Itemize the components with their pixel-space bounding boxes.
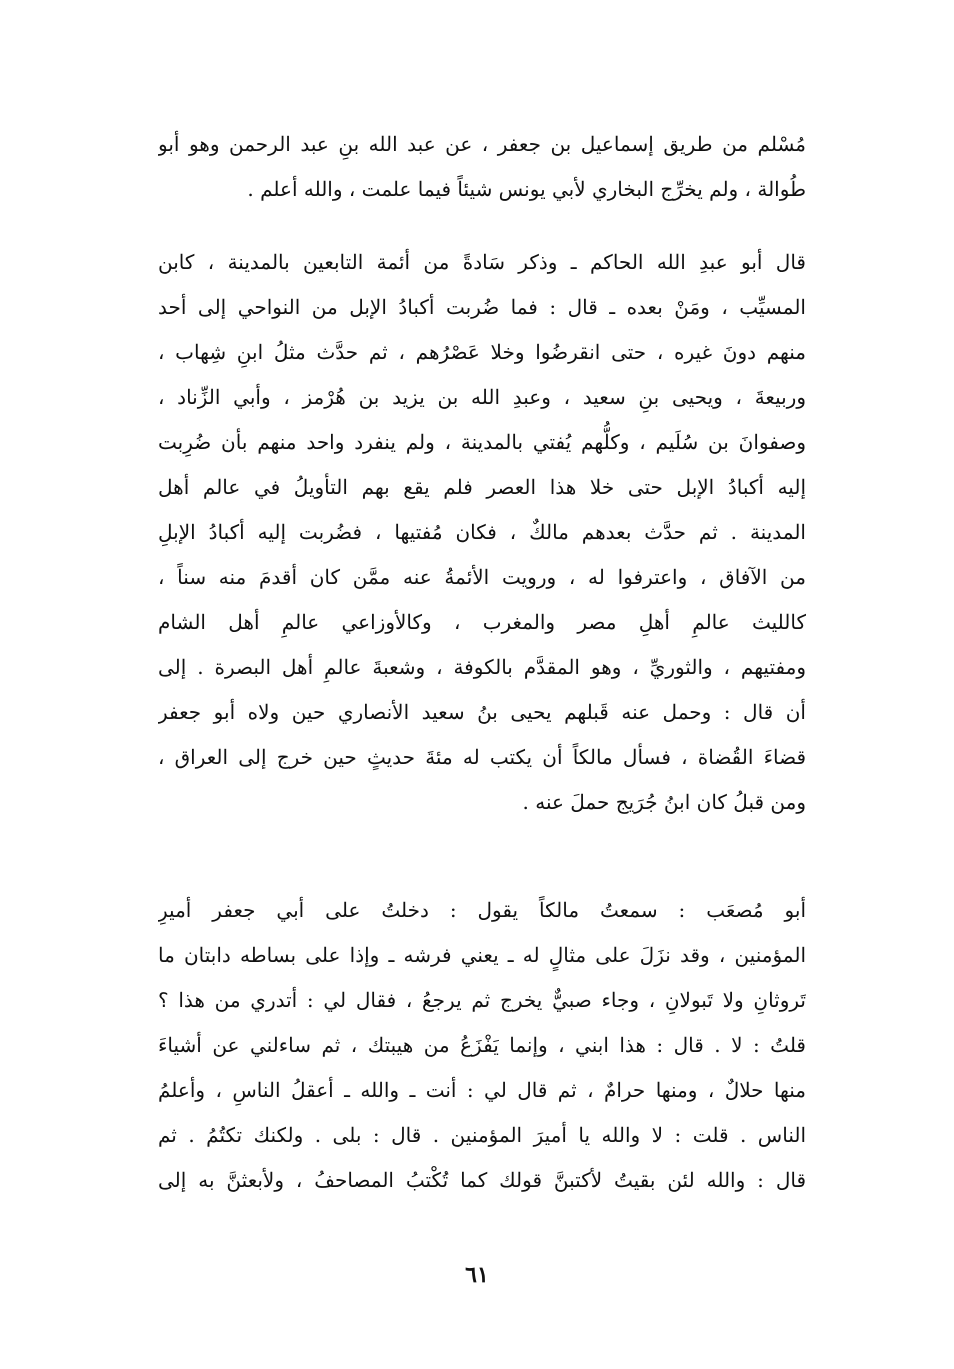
text-line: قضاءَ القُضاة ، فسأل مالكاً أن يكتب له مئةَ حديثٍ حين خرج إلى العراق ،	[158, 745, 806, 769]
paragraph-1	[158, 122, 806, 212]
page-number: ٦١	[465, 1262, 489, 1288]
text-line: قال : والله لئن بقيتُ لأكتبنَّ قولك كما تُكْتبُ المصاحفُ ، ولأبعثنَّ به إلى	[158, 1168, 806, 1192]
text-line: طُوالة ، ولم يخرِّج البخاري لأبي يونس شيئاً فيما علمت ، والله أعلم .	[247, 177, 806, 201]
text-line: إليه أكبادُ الإبل حتى خلا هذا العصر فلم يقع بهم التأويلُ في عالم أهل	[158, 475, 806, 499]
text-line: منها حلالٌ ، ومنها حرامٌ ، ثم قال لي : أنت ـ والله ـ أعقلُ الناسِ ، وأعلمُ	[158, 1078, 806, 1102]
text-line: الناس . قلت : لا والله يا أميرَ المؤمنين . قال : بلى . ولكنك تكتُمُ . ثم	[158, 1123, 806, 1147]
text-line: أبو مُصعَب : سمعتُ مالكاً يقول : دخلتُ على أبي جعفر أميرِ	[158, 898, 806, 922]
text-line: وربيعةَ ، ويحيى بنِ سعيد ، وعبدِ الله بن يزيد بن هُرْمز ، وأبي الزِّناد ،	[158, 385, 806, 409]
text-line: أن قال : وحمل عنه قَبلهم يحيى بنُ سعيد الأنصاري حين ولاه أبو جعفر	[158, 700, 806, 724]
text-line: كالليث عالمِ أهلِ مصر والمغرب ، وكالأوزاعي عالمِ أهل الشام	[158, 610, 806, 634]
text-line: قال أبو عبدِ الله الحاكم ـ وذكر سَادةً من أئمة التابعين بالمدينة ، كابن	[158, 250, 806, 274]
text-line: مُسْلم من طريق إسماعيل بن جعفر ، عن عبد الله بنِ عبد الرحمن وهو أبو	[158, 132, 806, 156]
paragraph-2	[158, 240, 806, 825]
text-line: من الآفاق ، واعترفوا له ، ورويت الأئمةُ عنه ممَّن كان أقدمَ منه سناً ،	[158, 565, 806, 589]
text-line: قلتُ : لا . قال : هذا ابني ، وإنما يَفْزَعُ من هيبتك ، ثم ساءلني عن أشياءَ	[158, 1033, 806, 1057]
text-line: وصفوانَ بن سُلَيم ، وكلُّهم يُفتي بالمدينة ، ولم ينفرد واحد منهم بأن ضُرِبت	[158, 430, 806, 454]
text-line: تَروثانِ ولا تَبولانِ ، وجاء صبيٌّ يخرج ثم يرجعُ ، فقال لي : أتدري من هذا ؟	[158, 988, 806, 1012]
text-line: المسيِّب ، ومَنْ بعده ـ قال : فما ضُربت أكبادُ الإبل من النواحي إلى أحد	[158, 295, 806, 319]
text-line: منهم دونَ غيره ، حتى انقرضُوا وخلا عَصْرُهم ، ثم حدَّث مثلُ ابنِ شِهاب ،	[158, 340, 806, 364]
text-line: ومفتيهم ، والثوريِّ ، وهو المقدَّم بالكوفة ، وشعبةَ عالمِ أهل البصرة . إلى	[158, 655, 806, 679]
text-line: ومن قبلُ كان ابنُ جُرَيج حملَ عنه .	[522, 790, 806, 814]
text-line: المؤمنين ، وقد نزَلَ على مثالٍ له ـ يعني فرشه ـ وإذا على بساطه دابتان ما	[158, 943, 806, 967]
paragraph-3	[158, 888, 806, 1203]
text-line: المدينة . ثم حدَّث بعدهم مالكٌ ، فكان مُفتيها ، فضُربت إليه أكبادُ الإبلِ	[158, 520, 806, 544]
